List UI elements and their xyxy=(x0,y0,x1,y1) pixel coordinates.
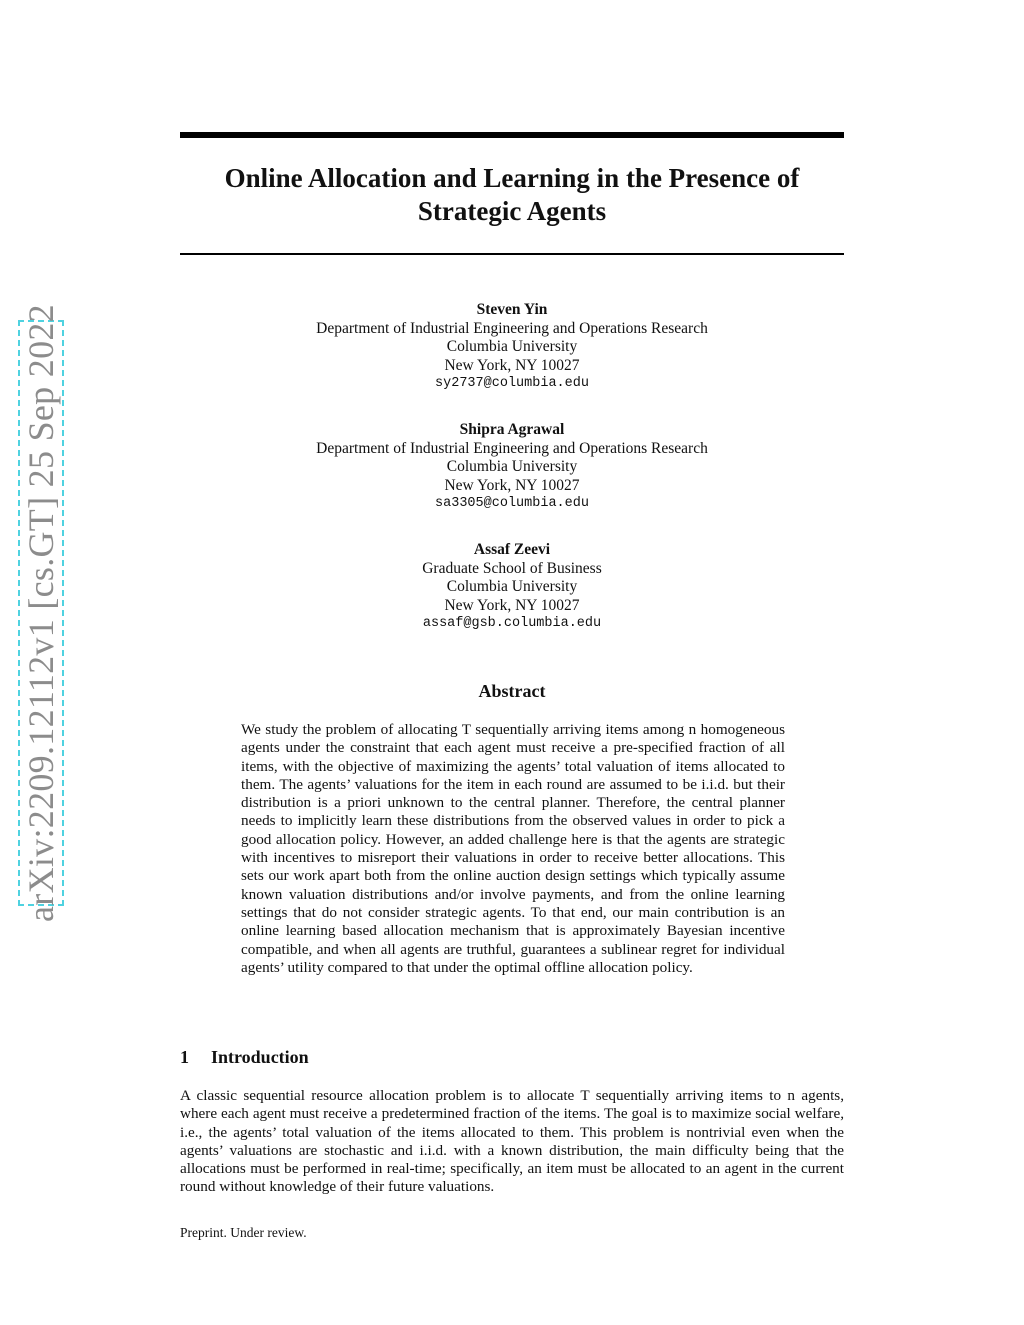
abstract-heading: Abstract xyxy=(478,681,546,701)
author-block xyxy=(180,541,844,634)
arxiv-stamp xyxy=(18,304,64,922)
author-email[interactable]: assaf@gsb.columbia.edu xyxy=(422,616,602,631)
author-university: Columbia University xyxy=(446,578,578,595)
section-number: 1 xyxy=(180,1047,189,1067)
author-affiliation: Department of Industrial Engineering and Operations Research xyxy=(316,439,708,457)
author-university: Columbia University xyxy=(446,338,578,355)
preprint-footer: Preprint. Under review. xyxy=(180,1225,307,1240)
title-rule-bottom xyxy=(180,253,844,255)
author-name: Shipra Agrawal xyxy=(459,421,565,438)
arxiv-id: arXiv:2209.12112v1 [cs.GT] 25 Sep 2022 xyxy=(21,304,61,922)
author-affiliation: Department of Industrial Engineering and Operations Research xyxy=(316,319,708,337)
author-location: New York, NY 10027 xyxy=(444,596,580,614)
abstract-text: We study the problem of allocating T sequentially arriving items among n homogeneous agents under the constraint that each agent must receive a pre-specified fraction of all items, with the objective of maximizing the agents’ total valuation of items allocated to them. The agents’ valuations for the item in each round are assumed to be i.i.d. but their distribution is a priori unknown to the central planner. Therefore, the central planner needs to implicitly learn these distributions from the observed values in order to pick a good allocation policy. However, an added challenge here is that the agents are strategic with incentives to misreport their valuations in order to receive better allocations. This sets our work apart both from the online auction design settings which typically assume known valuation distributions and/or involve payments, and from the online learning settings that do not consider strategic agents. To that end, our main contribution is an online learning based allocation mechanism that is approximately Bayesian incentive compatible, and when all agents are truthful, guarantees a sublinear regret for individual agents’ utility compared to that under the optimal offline allocation policy. xyxy=(241,721,785,976)
paper-title: Online Allocation and Learning in the Presence of Strategic Agents xyxy=(224,163,800,226)
section-heading-introduction xyxy=(180,1046,844,1068)
title-rule-top xyxy=(180,132,844,138)
author-location: New York, NY 10027 xyxy=(444,476,580,494)
author-block xyxy=(180,421,844,514)
author-name: Assaf Zeevi xyxy=(473,541,551,558)
section-title: Introduction xyxy=(211,1047,309,1067)
introduction-text: A classic sequential resource allocation problem is to allocate T sequentially arriving items to n agents, where each agent must receive a predetermined fraction of the items. The goal is to maximize social welfare, i.e., the agents’ total valuation of the items allocated to them. This problem is nontrivial even when the agents’ valuations are stochastic and i.i.d. with a known distribution, the main difficulty being that the allocations must be performed in real-time; specifically, an item must be allocated to an agent in the current round without knowledge of their future valuations. xyxy=(180,1087,844,1196)
author-location: New York, NY 10027 xyxy=(444,356,580,374)
author-university: Columbia University xyxy=(446,458,578,475)
author-email[interactable]: sa3305@columbia.edu xyxy=(435,496,589,511)
author-name: Steven Yin xyxy=(476,301,548,318)
author-block xyxy=(180,301,844,394)
author-email[interactable]: sy2737@columbia.edu xyxy=(435,376,589,391)
author-affiliation: Graduate School of Business xyxy=(422,559,602,577)
